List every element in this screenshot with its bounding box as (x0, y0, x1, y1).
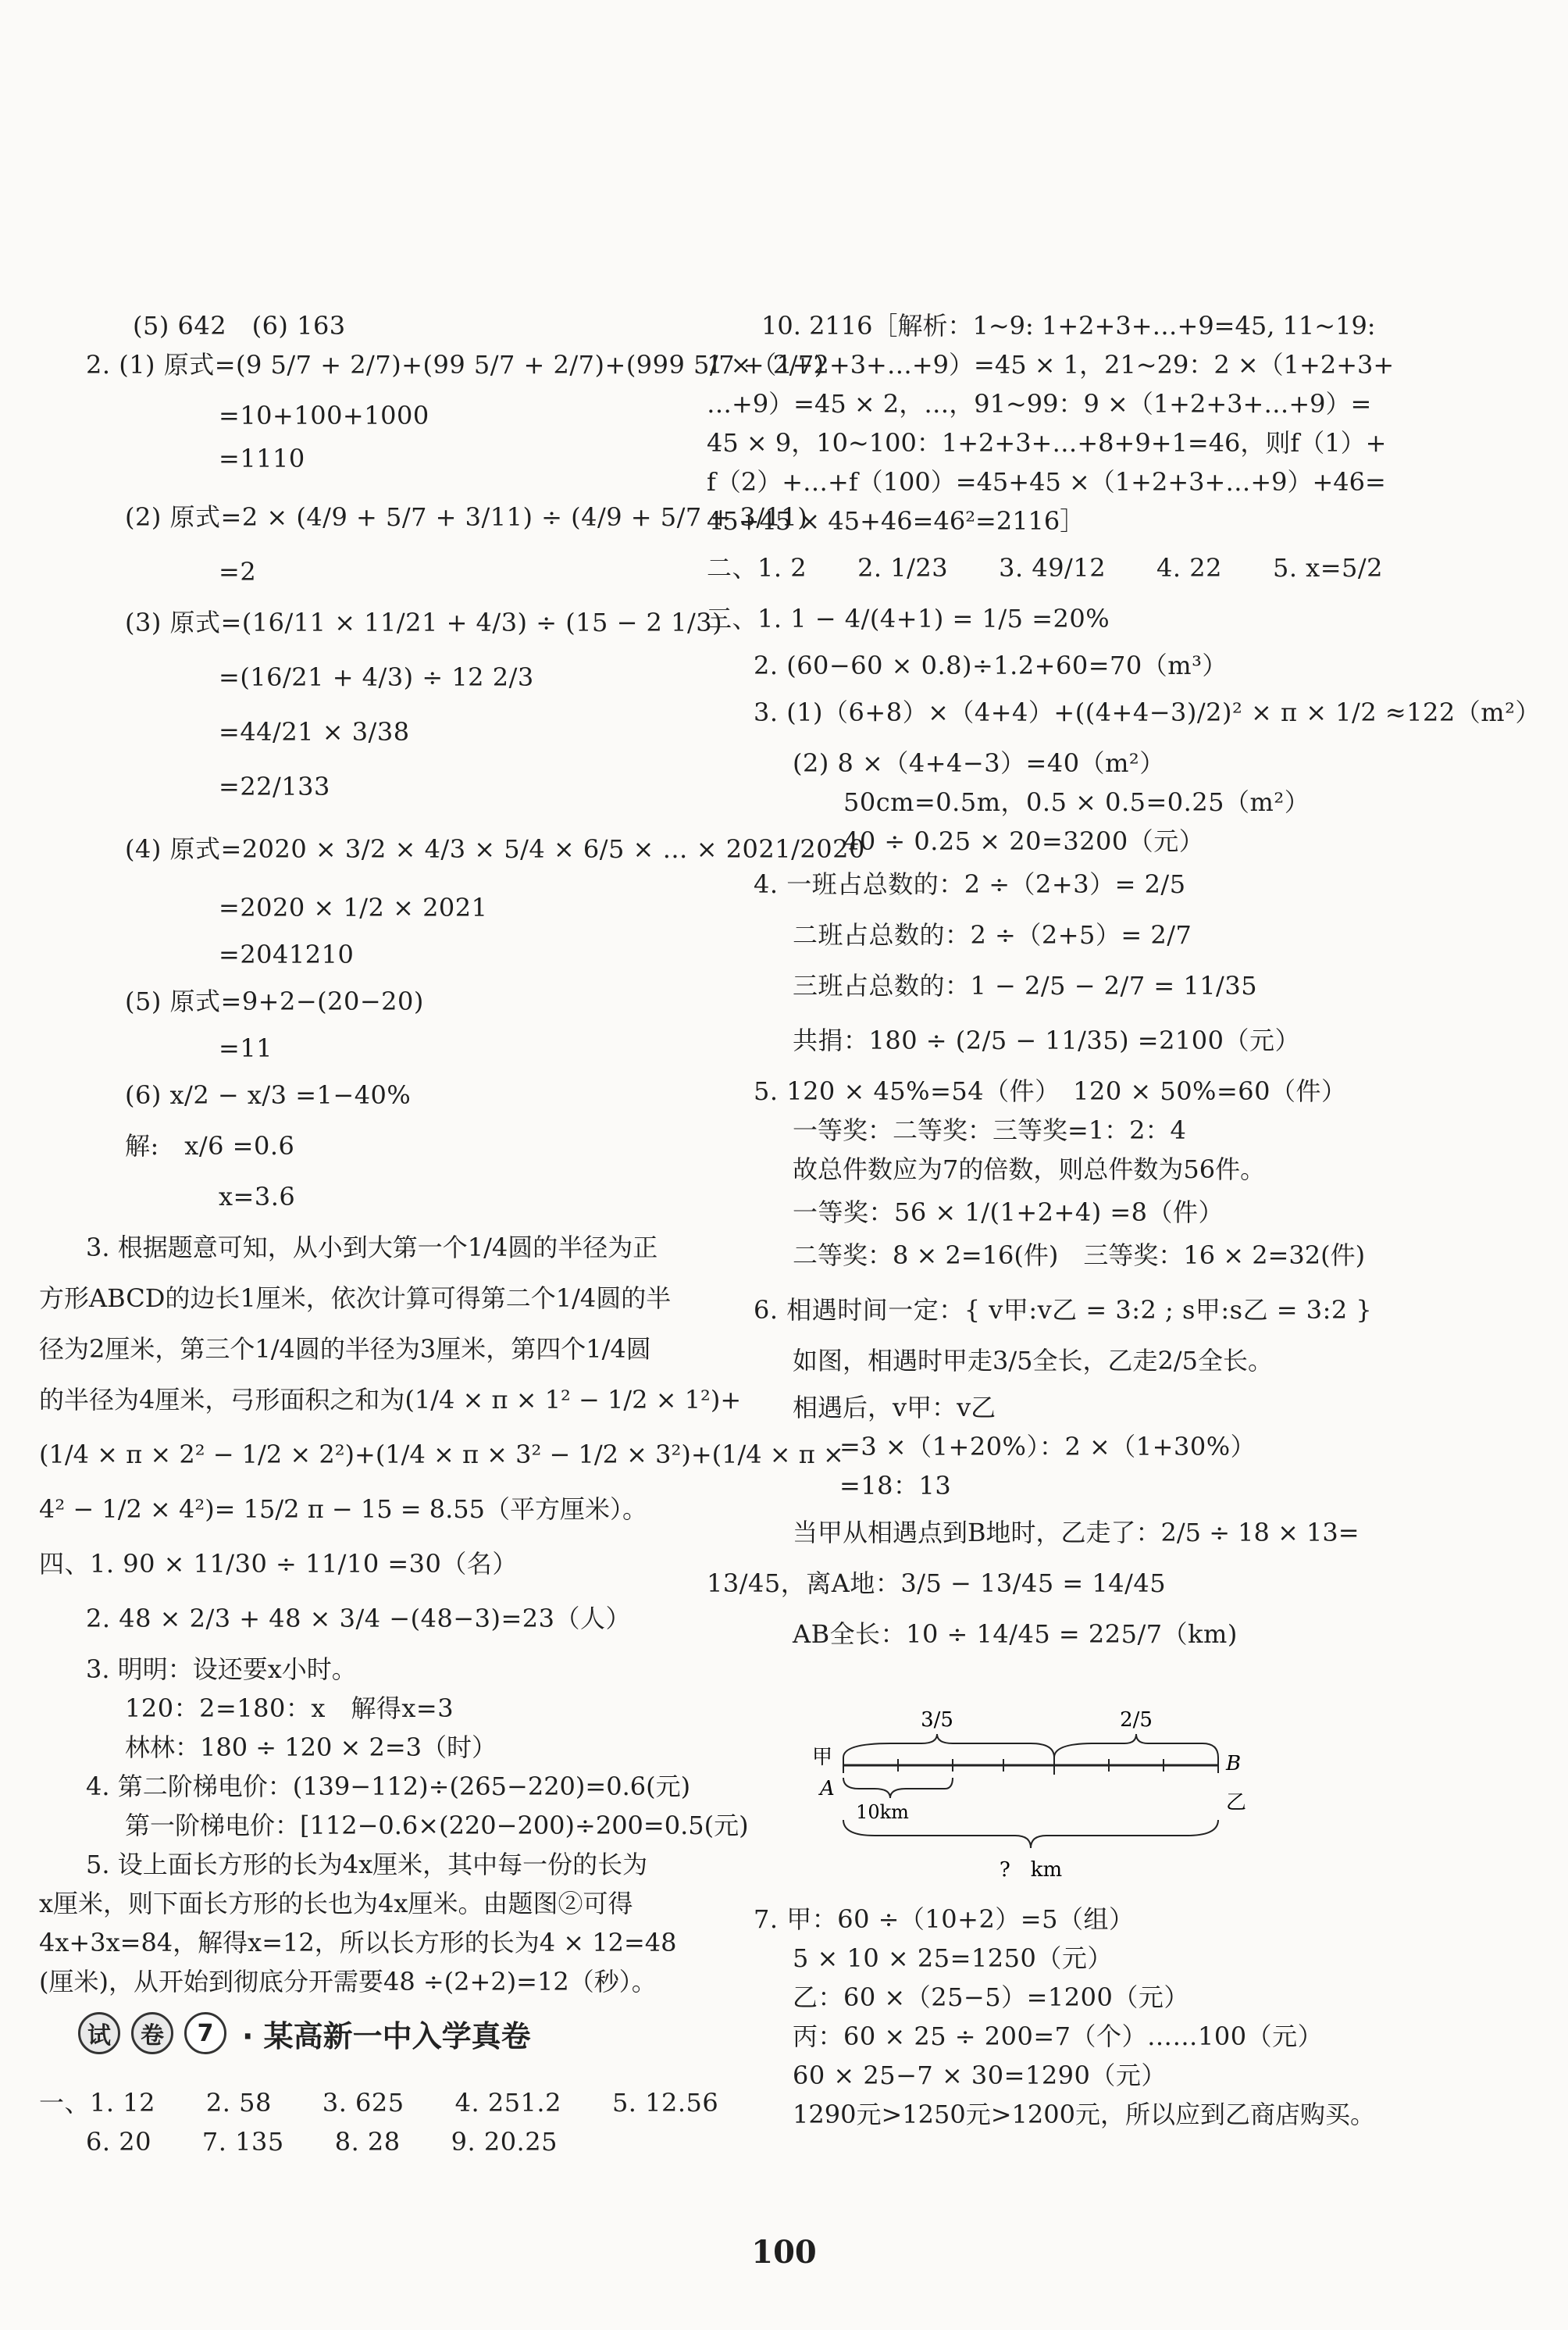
answer-line: 3. 明明：设还要x小时。 (86, 1654, 357, 1684)
answer-line: 故总件数应为7的倍数，则总件数为56件。 (793, 1154, 1266, 1184)
answer-line: 4. 第二阶梯电价：(139−112)÷(265−220)=0.6(元) (86, 1772, 691, 1801)
badge-number: 7 (184, 2012, 226, 2054)
badge-char: 卷 (131, 2012, 173, 2054)
answer-line: 2. (60−60 × 0.8)÷1.2+60=70（m³） (754, 651, 1228, 680)
brace-total (843, 1820, 1218, 1848)
answer-line: 4² − 1/2 × 4²)= 15/2 π − 15 = 8.55（平方厘米）。 (39, 1494, 648, 1524)
answer-line: f（2）+…+f（100）=45+45 ×（1+2+3+…+9）+46= (707, 467, 1386, 497)
answer-line: =2020 × 1/2 × 2021 (219, 893, 488, 922)
answer-line: (4) 原式=2020 × 3/2 × 4/3 × 5/4 × 6/5 × … × 2021/2020 (125, 834, 865, 864)
answer-line: x厘米，则下面长方形的长也为4x厘米。由题图②可得 (39, 1889, 633, 1918)
answer-line: (2) 8 ×（4+4−3）=40（m²） (793, 748, 1165, 778)
answer-line: (5) 642 (6) 163 (133, 311, 346, 341)
answer-line: 120：2=180：x 解得x=3 (125, 1693, 454, 1723)
answer-line: =(16/21 + 4/3) ÷ 12 2/3 (219, 662, 534, 692)
answer-line: 丙：60 × 25 ÷ 200=7（个）……100（元） (793, 2021, 1324, 2051)
answer-line: 4x+3x=84，解得x=12，所以长方形的长为4 × 12=48 (39, 1928, 677, 1957)
brace-top-left (843, 1734, 1054, 1757)
answer-line: 5 × 10 × 25=1250（元） (793, 1943, 1113, 1973)
answer-line: =3 ×（1+20%）：2 ×（1+30%） (839, 1432, 1256, 1461)
answer-line: 45+45 × 45+46=46²=2116］ (707, 506, 1085, 536)
answer-line: (5) 原式=9+2−(20−20) (125, 987, 424, 1016)
answer-line: 四、1. 90 × 11/30 ÷ 11/10 =30（名） (39, 1549, 518, 1579)
answer-line: 3. (1)（6+8）×（4+4）+((4+4−3)/2)² × π × 1/2 ≈122（m²） (754, 698, 1541, 727)
answer-line: 6. 20 7. 135 8. 28 9. 20.25 (86, 2127, 558, 2157)
answer-line: 二等奖：8 × 2=16(件) 三等奖：16 × 2=32(件) (793, 1240, 1366, 1270)
answer-line: 的半径为4厘米，弓形面积之和为(1/4 × π × 1² − 1/2 × 1²)+ (39, 1385, 742, 1415)
answer-line: (6) x/2 − x/3 =1−40% (125, 1080, 412, 1110)
answer-line: 1 ×（1+2+3+…+9）=45 × 1，21~29：2 ×（1+2+3+ (707, 350, 1395, 380)
answer-line: 如图，相遇时甲走3/5全长，乙走2/5全长。 (793, 1346, 1274, 1376)
answer-line: 林林：180 ÷ 120 × 2=3（时） (125, 1732, 497, 1762)
answer-line: 三、1. 1 − 4/(4+1) = 1/5 =20% (707, 604, 1110, 633)
label-jia: 甲 (812, 1746, 833, 1769)
answer-line: 3. 根据题意可知，从小到大第一个1/4圆的半径为正 (86, 1233, 658, 1262)
answer-line: 二班占总数的：2 ÷（2+5）= 2/7 (793, 920, 1192, 950)
answer-line: =2 (219, 557, 257, 587)
answer-line: 40 ÷ 0.25 × 20=3200（元） (843, 826, 1205, 856)
answer-line: 1290元>1250元>1200元，所以应到乙商店购买。 (793, 2100, 1375, 2129)
distance-diagram (796, 1703, 1247, 1890)
answer-line: 三班占总数的：1 − 2/5 − 2/7 = 11/35 (793, 971, 1258, 1001)
answer-line: (1/4 × π × 2² − 1/2 × 2²)+(1/4 × π × 3² − 1/2 × 3²)+(1/4 × π × (39, 1440, 844, 1469)
answer-line: 5. 120 × 45%=54（件） 120 × 50%=60（件） (754, 1076, 1347, 1106)
page-number: 100 (751, 2234, 817, 2271)
badge-char: 试 (78, 2012, 120, 2054)
section-title-text: · 某高新一中入学真卷 (242, 2018, 531, 2053)
answer-line: =10+100+1000 (219, 401, 429, 430)
answer-line: 一等奖：56 × 1/(1+2+4) =8（件） (793, 1197, 1224, 1227)
fraction-label-right: 2/5 (1120, 1708, 1153, 1732)
answer-line: 第一阶梯电价：[112−0.6×(220−200)÷200=0.5(元) (125, 1811, 749, 1840)
answer-line: 4. 一班占总数的：2 ÷（2+3）= 2/5 (754, 869, 1186, 899)
answer-line: 50cm=0.5m，0.5 × 0.5=0.25（m²） (843, 787, 1310, 817)
answer-line: 60 × 25−7 × 30=1290（元） (793, 2061, 1167, 2090)
answer-line: 一、1. 12 2. 58 3. 625 4. 251.2 5. 12.56 (39, 2088, 719, 2118)
answer-line: 相遇后，v甲：v乙 (793, 1393, 996, 1422)
answer-line: 45 × 9，10~100：1+2+3+…+8+9+1=46，则f（1）+ (707, 428, 1387, 458)
answer-line: 7. 甲：60 ÷（10+2）=5（组） (754, 1904, 1135, 1934)
answer-line: =11 (219, 1033, 273, 1063)
label-yi: 乙 (1226, 1791, 1247, 1814)
label-b: B (1226, 1752, 1242, 1775)
brace-10km (843, 1778, 953, 1798)
answer-line: 6. 相遇时间一定：{ v甲:v乙 = 3:2 ; s甲:s乙 = 3:2 } (754, 1295, 1373, 1325)
answer-line: …+9）=45 × 2，…，91~99：9 ×（1+2+3+…+9）= (707, 389, 1372, 419)
answer-line: =1110 (219, 444, 305, 473)
fraction-label-left: 3/5 (921, 1708, 953, 1732)
answer-line: 解: x/6 =0.6 (125, 1131, 295, 1161)
label-10km: 10km (856, 1801, 909, 1823)
answer-line: 乙：60 ×（25−5）=1200（元） (793, 1982, 1189, 2012)
answer-line: 2. 48 × 2/3 + 48 × 3/4 −(48−3)=23（人） (86, 1604, 631, 1633)
answer-line: 方形ABCD的边长1厘米，依次计算可得第二个1/4圆的半 (39, 1283, 672, 1313)
answer-line: (2) 原式=2 × (4/9 + 5/7 + 3/11) ÷ (4/9 + 5/7 + 3/11) (125, 502, 808, 532)
answer-line: 2. (1) 原式=(9 5/7 + 2/7)+(99 5/7 + 2/7)+(999 5/7 + 2/7) (86, 350, 825, 380)
answer-line: 共捐：180 ÷ (2/5 − 11/35) =2100（元） (793, 1026, 1301, 1055)
answer-line: 5. 设上面长方形的长为4x厘米，其中每一份的长为 (86, 1850, 648, 1879)
answer-line: 13/45，离A地：3/5 − 13/45 = 14/45 (707, 1568, 1167, 1598)
answer-line: 二、1. 2 2. 1/23 3. 49/12 4. 22 5. x=5/2 (707, 553, 1384, 583)
answer-line: =18：13 (839, 1471, 952, 1500)
answer-line: =22/133 (219, 772, 330, 801)
section-title (78, 2007, 531, 2059)
answer-line: =44/21 × 3/38 (219, 717, 410, 747)
answer-line: =2041210 (219, 940, 355, 969)
answer-line: 10. 2116［解析：1~9: 1+2+3+…+9=45, 11~19: (761, 311, 1376, 341)
answer-line: (厘米)，从开始到彻底分开需要48 ÷(2+2)=12（秒）。 (39, 1967, 657, 1996)
brace-top-right (1054, 1734, 1218, 1757)
answer-line: 一等奖：二等奖：三等奖=1：2：4 (793, 1115, 1186, 1145)
answer-line: 当甲从相遇点到B地时，乙走了：2/5 ÷ 18 × 13= (793, 1518, 1360, 1547)
answer-line: AB全长：10 ÷ 14/45 = 225/7（km) (793, 1619, 1238, 1649)
answer-line: x=3.6 (219, 1182, 296, 1211)
label-total: ? km (999, 1858, 1063, 1882)
label-a: A (820, 1777, 835, 1800)
answer-line: 径为2厘米，第三个1/4圆的半径为3厘米，第四个1/4圆 (39, 1334, 651, 1364)
answer-line: (3) 原式=(16/11 × 11/21 + 4/3) ÷ (15 − 2 1/3) (125, 608, 723, 637)
